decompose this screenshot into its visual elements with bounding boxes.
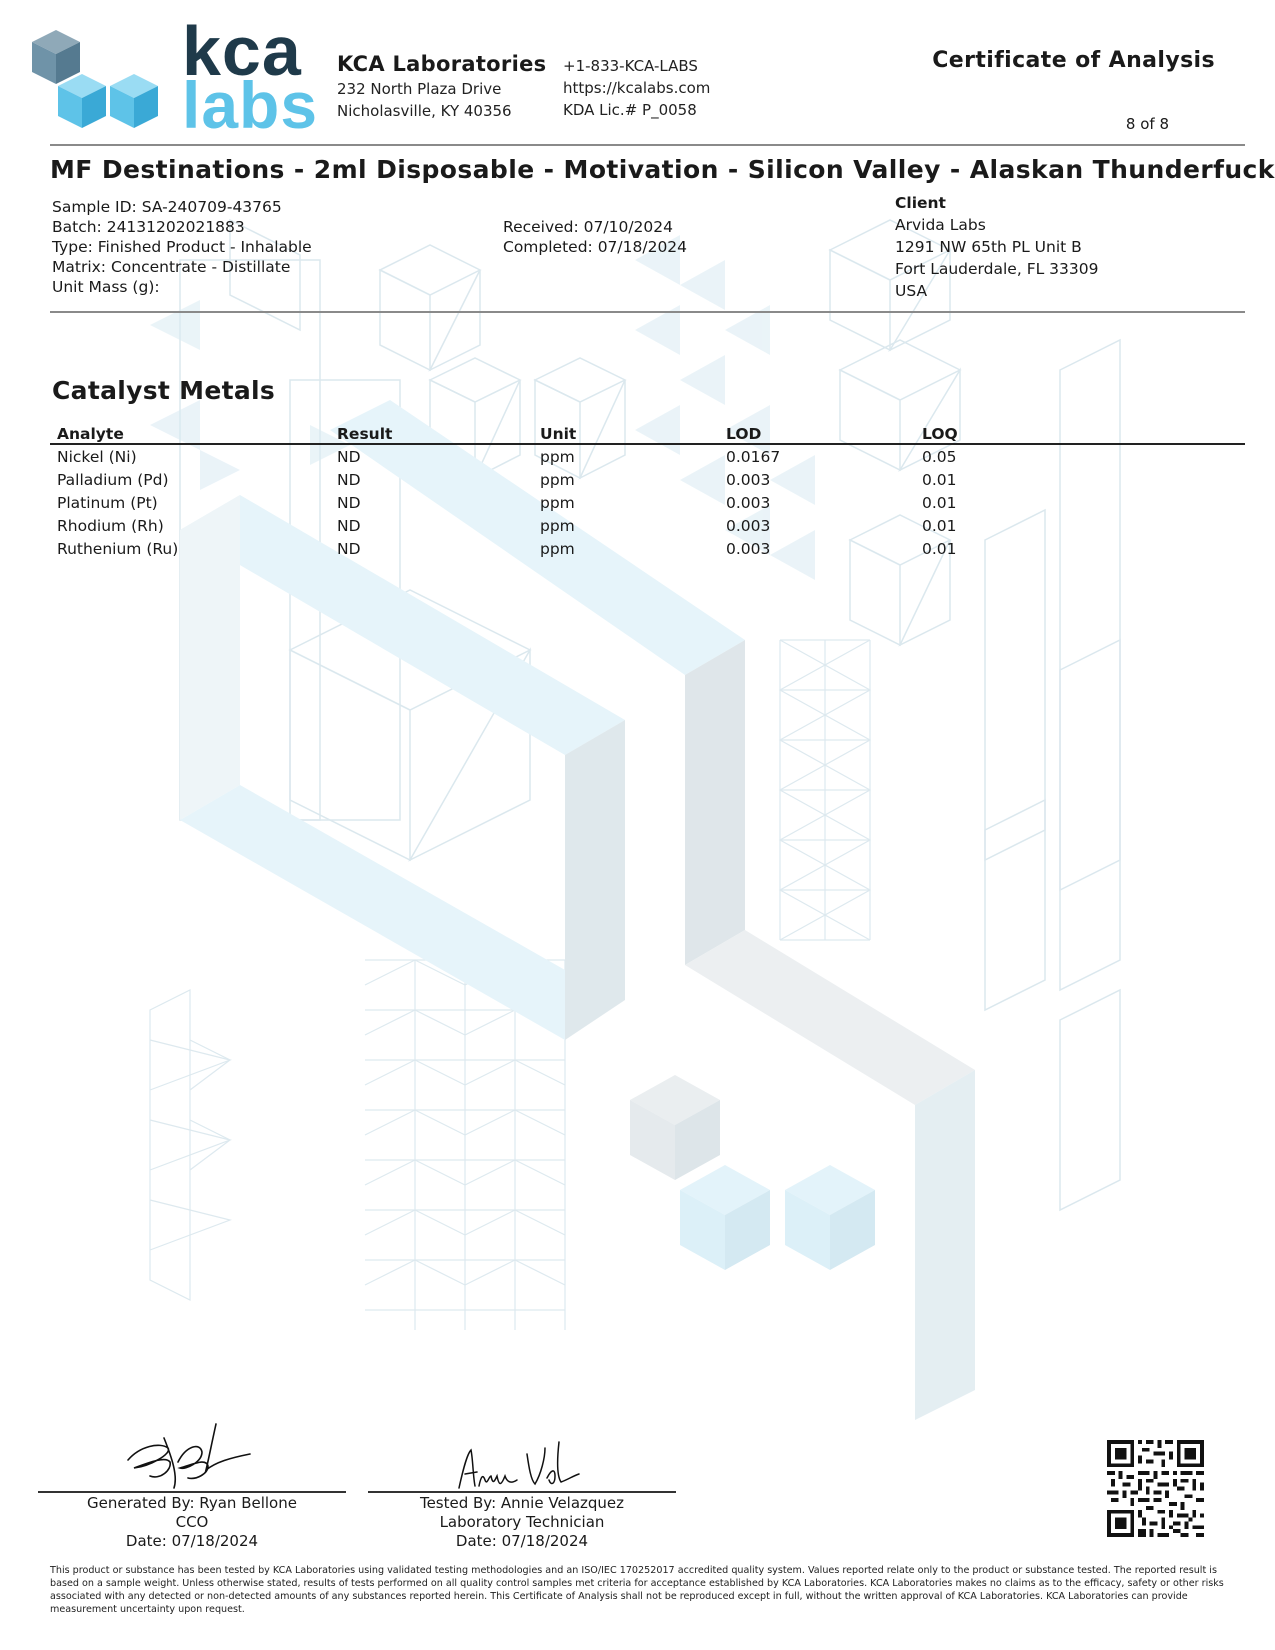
lod-cell: 0.003 bbox=[726, 471, 771, 489]
table-header-rule bbox=[50, 443, 1245, 445]
column-header-loq: LOQ bbox=[922, 425, 958, 443]
lab-name: KCA Laboratories bbox=[337, 52, 547, 76]
result-cell: ND bbox=[337, 517, 361, 535]
generated-by-name: Generated By: Ryan Bellone bbox=[87, 1494, 297, 1512]
column-header-analyte: Analyte bbox=[57, 425, 124, 443]
lab-address-line2: Nicholasville, KY 40356 bbox=[337, 102, 512, 120]
lod-cell: 0.003 bbox=[726, 494, 771, 512]
signature-ryan-bellone-icon bbox=[120, 1418, 270, 1490]
logo-word-labs: labs bbox=[182, 68, 319, 142]
loq-cell: 0.01 bbox=[922, 517, 957, 535]
client-heading: Client bbox=[895, 194, 946, 212]
unit-cell: ppm bbox=[540, 517, 575, 535]
completed-date: Completed: 07/18/2024 bbox=[503, 238, 688, 256]
loq-cell: 0.05 bbox=[922, 448, 957, 466]
analyte-cell: Rhodium (Rh) bbox=[57, 517, 164, 535]
column-header-unit: Unit bbox=[540, 425, 577, 443]
unit-cell: ppm bbox=[540, 471, 575, 489]
analyte-cell: Ruthenium (Ru) bbox=[57, 540, 179, 558]
loq-cell: 0.01 bbox=[922, 540, 957, 558]
section-title: Catalyst Metals bbox=[52, 376, 276, 405]
product-title: MF Destinations - 2ml Disposable - Motivation - Silicon Valley - Alaskan Thunderfuck bbox=[50, 155, 1275, 184]
tested-by-block bbox=[368, 1494, 676, 1551]
result-cell: ND bbox=[337, 494, 361, 512]
meta-divider bbox=[50, 311, 1245, 313]
batch: Batch: 24131202021883 bbox=[52, 218, 245, 236]
unit-cell: ppm bbox=[540, 540, 575, 558]
document-title: Certificate of Analysis bbox=[932, 48, 1215, 73]
analyte-cell: Platinum (Pt) bbox=[57, 494, 158, 512]
client-name: Arvida Labs bbox=[895, 216, 986, 234]
analyte-cell: Palladium (Pd) bbox=[57, 471, 169, 489]
generated-by-title: CCO bbox=[175, 1513, 209, 1531]
lab-license: KDA Lic.# P_0058 bbox=[563, 101, 697, 119]
lab-phone: +1-833-KCA-LABS bbox=[563, 57, 698, 75]
lod-cell: 0.003 bbox=[726, 517, 771, 535]
loq-cell: 0.01 bbox=[922, 494, 957, 512]
result-cell: ND bbox=[337, 540, 361, 558]
loq-cell: 0.01 bbox=[922, 471, 957, 489]
lab-website[interactable]: https://kcalabs.com bbox=[563, 79, 711, 97]
sample-matrix: Matrix: Concentrate - Distillate bbox=[52, 258, 291, 276]
lab-address-line1: 232 North Plaza Drive bbox=[337, 80, 502, 98]
client-address-line1: 1291 NW 65th PL Unit B bbox=[895, 238, 1082, 256]
tested-by-title: Laboratory Technician bbox=[439, 1513, 605, 1531]
client-country: USA bbox=[895, 282, 928, 300]
header-divider bbox=[50, 144, 1245, 146]
generated-by-date: Date: 07/18/2024 bbox=[125, 1532, 259, 1550]
column-header-lod: LOD bbox=[726, 425, 762, 443]
unit-cell: ppm bbox=[540, 494, 575, 512]
tested-by-name: Tested By: Annie Velazquez bbox=[419, 1494, 625, 1512]
received-date: Received: 07/10/2024 bbox=[503, 218, 674, 236]
analyte-cell: Nickel (Ni) bbox=[57, 448, 137, 466]
result-cell: ND bbox=[337, 471, 361, 489]
column-header-result: Result bbox=[337, 425, 393, 443]
sample-id: Sample ID: SA-240709-43765 bbox=[52, 198, 282, 216]
sample-type: Type: Finished Product - Inhalable bbox=[52, 238, 312, 256]
lod-cell: 0.003 bbox=[726, 540, 771, 558]
signature-line-generated bbox=[38, 1491, 346, 1493]
result-cell: ND bbox=[337, 448, 361, 466]
lod-cell: 0.0167 bbox=[726, 448, 781, 466]
logo-word-kca: kca bbox=[182, 12, 302, 90]
signature-annie-velazquez-icon bbox=[455, 1440, 595, 1494]
client-address-line2: Fort Lauderdale, FL 33309 bbox=[895, 260, 1099, 278]
tested-by-date: Date: 07/18/2024 bbox=[455, 1532, 589, 1550]
generated-by-block bbox=[38, 1494, 346, 1551]
qr-code-icon[interactable] bbox=[1107, 1440, 1204, 1537]
unit-cell: ppm bbox=[540, 448, 575, 466]
signature-line-tested bbox=[368, 1491, 676, 1493]
footer-disclaimer: This product or substance has been tested by KCA Laboratories using validated testing methodologies and an ISO/IEC 170252017 accredited quality system. Values reported relate only to the product or substance tested. The reported result is based on a sample weight. Unless otherwise stated, results of tests performed on all quality control samples met criteria for acceptance established by KCA Laboratories. KCA Laboratories makes no claims as to the efficacy, safety or other risks associated with any detected or non-detected amounts of any substances reported herein. This Certificate of Analysis shall not be reproduced except in full, without the written approval of KCA Laboratories. KCA Laboratories can provide measurement uncertainty upon request. bbox=[50, 1565, 1224, 1615]
page-number: 8 of 8 bbox=[1125, 115, 1169, 133]
unit-mass: Unit Mass (g): bbox=[52, 278, 160, 296]
cube-cluster-logo-icon bbox=[32, 30, 160, 134]
